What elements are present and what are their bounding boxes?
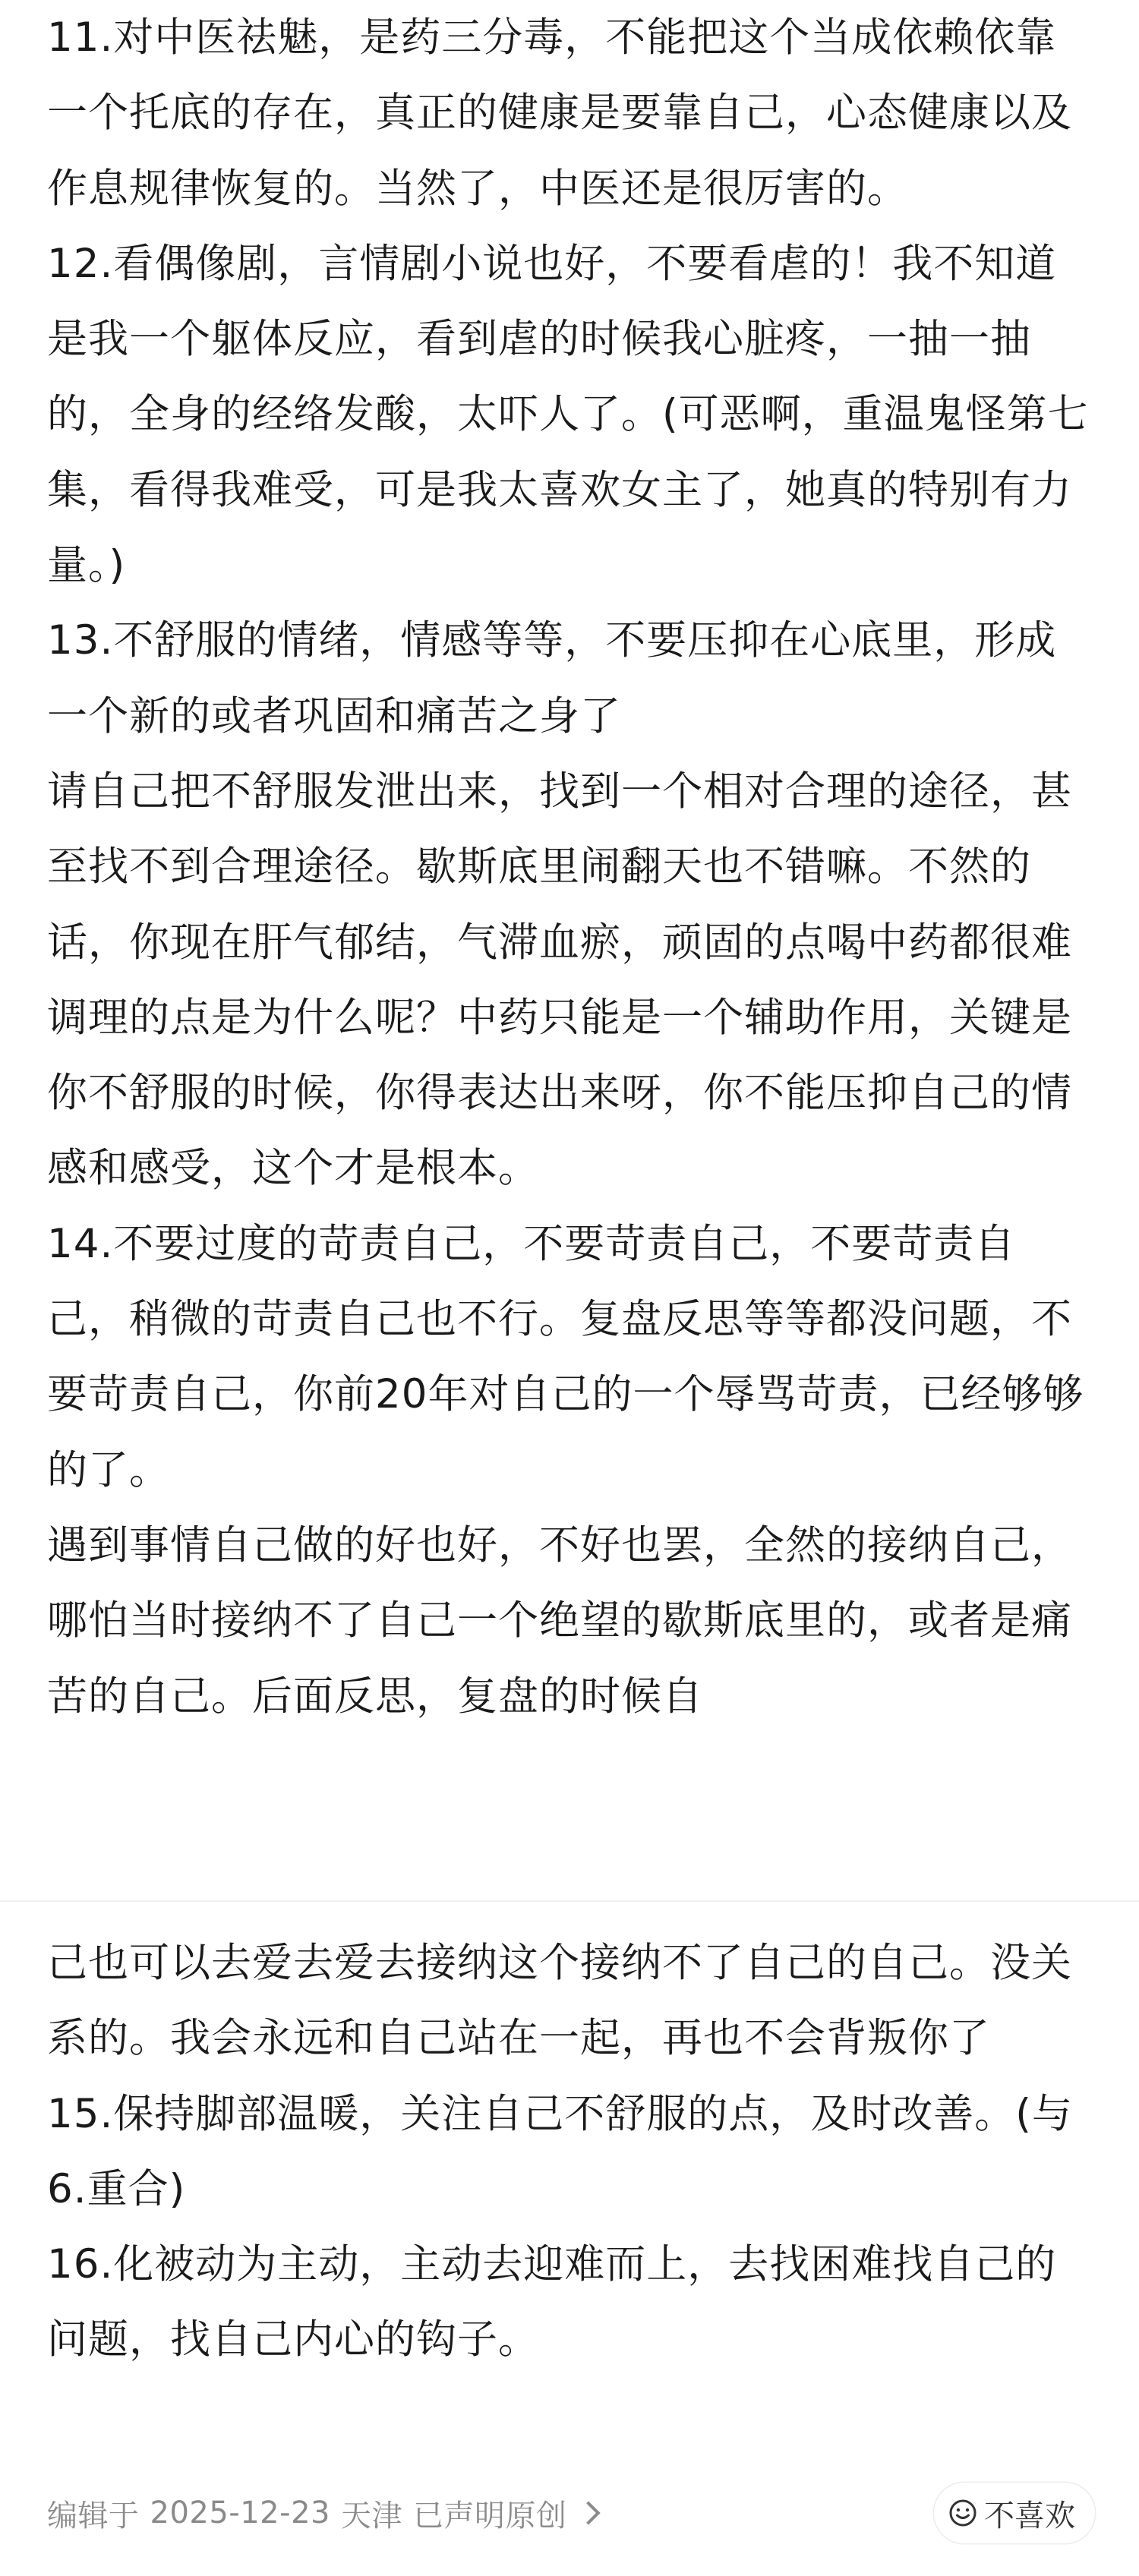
paragraph-14-continued: 己也可以去爱去爱去接纳这个接纳不了自己的自己。没关系的。我会永远和自己站在一起，再也不会背叛你了 xyxy=(47,1940,1072,2062)
article-footer xyxy=(47,2477,1095,2549)
paragraph-12: 12.看偶像剧，言情剧小说也好，不要看虐的！我不知道是我一个躯体反应，看到虐的时候我心脏疼，一抽一抽的，全身的经络发酸，太吓人了。(可恶啊，重温鬼怪第七集，看得我难受，可是我太喜欢女主了，她真的特别有力量。) xyxy=(47,240,1089,589)
dislike-label: 不喜欢 xyxy=(984,2498,1075,2533)
screenshot-divider xyxy=(0,1900,1139,1902)
paragraph-13: 13.不舒服的情绪，情感等等，不要压抑在心底里，形成一个新的或者巩固和痛苦之身了 xyxy=(47,617,1057,739)
paragraph-16: 16.化被动为主动，主动去迎难而上，去找困难找自己的问题，找自己内心的钩子。 xyxy=(47,2241,1057,2363)
article-body-top xyxy=(47,0,1095,1734)
chevron-right-icon xyxy=(577,2501,601,2524)
dislike-button[interactable] xyxy=(934,2483,1095,2543)
paragraph-14: 14.不要过度的苛责自己，不要苛责自己，不要苛责自己，稍微的苛责自己也不行。复盘反思等等都没问题，不要苛责自己，你前20年对自己的一个辱骂苛责，已经够够的了。 xyxy=(47,1220,1084,1493)
paragraph-15: 15.保持脚部温暖，关注自己不舒服的点，及时改善。(与6.重合) xyxy=(47,2090,1073,2212)
edit-meta[interactable] xyxy=(47,2477,597,2549)
paragraph-13-detail: 请自己把不舒服发泄出来，找到一个相对合理的途径，甚至找不到合理途径。歇斯底里闹翻天也不错嘛。不然的话，你现在肝气郁结，气滞血瘀，顽固的点喝中药都很难调理的点是为什么呢？中药只能是一个辅助作用，关键是你不舒服的时候，你得表达出来呀，你不能压抑自己的情感和感受，这个才是根本。 xyxy=(47,768,1072,1192)
edit-location: 天津 xyxy=(340,2498,402,2533)
edit-date: 2025-12-23 xyxy=(150,2496,330,2530)
paragraph-11: 11.对中医祛魅，是药三分毒，不能把这个当成依赖依靠一个托底的存在，真正的健康是要靠自己，心态健康以及作息规律恢复的。当然了，中医还是很厉害的。 xyxy=(47,14,1072,212)
original-notice: 已声明原创 xyxy=(412,2498,567,2533)
smiley-face-icon xyxy=(948,2498,978,2528)
edited-prefix: 编辑于 xyxy=(47,2498,140,2533)
paragraph-14-detail: 遇到事情自己做的好也好，不好也罢，全然的接纳自己，哪怕当时接纳不了自己一个绝望的歇斯底里的，或者是痛苦的自己。后面反思，复盘的时候自 xyxy=(47,1521,1072,1720)
article-body-bottom xyxy=(47,1925,1095,2378)
